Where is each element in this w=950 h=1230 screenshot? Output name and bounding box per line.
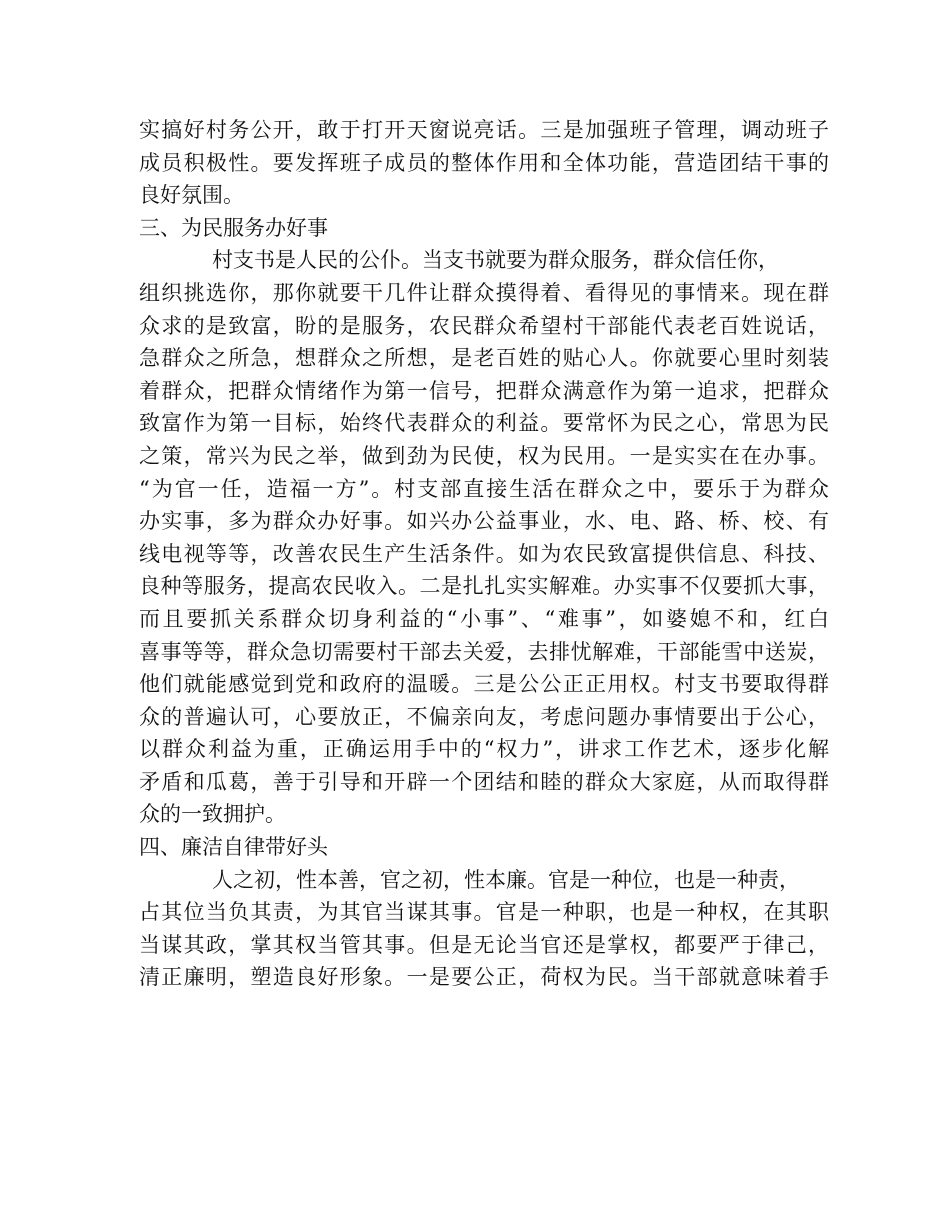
- paragraph-line: 清正廉明，塑造良好形象。一是要公正，荷权为民。当干部就意味着手: [139, 965, 829, 990]
- paragraph-line: 当谋其政，掌其权当管其事。但是无论当官还是掌权，都要严于律己，: [139, 932, 829, 957]
- paragraph-line: “为官一任，造福一方”。村支部直接生活在群众之中，要乐于为群众: [139, 476, 829, 501]
- paragraph-line: 急群众之所急，想群众之所想，是老百姓的贴心人。你就要心里时刻装: [139, 346, 829, 371]
- paragraph-line: 众的普遍认可，心要放正，不偏亲向友，考虑问题办事情要出于公心，: [139, 704, 829, 729]
- document-body: [139, 114, 829, 994]
- paragraph-line: 致富作为第一目标，始终代表群众的利益。要常怀为民之心，常思为民: [139, 411, 829, 436]
- paragraph-first-line: 村支书是人民的公仆。当支书就要为群众服务，群众信任你，: [212, 248, 779, 273]
- paragraph-line: 占其位当负其责，为其官当谋其事。官是一种职，也是一种权，在其职: [139, 900, 829, 925]
- paragraph-line: 众求的是致富，盼的是服务，农民群众希望村干部能代表老百姓说话，: [139, 313, 829, 338]
- paragraph-last-line: 良好氛围。: [139, 183, 244, 208]
- paragraph-line: 实搞好村务公开，敢于打开天窗说亮话。三是加强班子管理，调动班子: [139, 118, 829, 142]
- section-heading: 四、廉洁自律带好头: [139, 835, 328, 860]
- paragraph-line: 办实事，多为群众办好事。如兴办公益事业，水、电、路、桥、校、有: [139, 509, 829, 534]
- paragraph-line: 以群众利益为重，正确运用手中的“权力”，讲求工作艺术，逐步化解: [139, 737, 829, 762]
- paragraph-line: 矛盾和瓜葛，善于引导和开辟一个团结和睦的群众大家庭，从而取得群: [139, 769, 829, 794]
- paragraph-line: 成员积极性。要发挥班子成员的整体作用和全体功能，营造团结干事的: [139, 150, 829, 175]
- section-heading: 三、为民服务办好事: [139, 215, 328, 240]
- paragraph-last-line: 众的一致拥护。: [139, 802, 286, 827]
- paragraph-first-line: 人之初，性本善，官之初，性本廉。官是一种位，也是一种责，: [212, 867, 800, 892]
- paragraph-line: 线电视等等，改善农民生产生活条件。如为农民致富提供信息、科技、: [139, 541, 829, 566]
- paragraph-line: 之策，常兴为民之举，做到劲为民使，权为民用。一是实实在在办事。: [139, 443, 829, 468]
- paragraph-line: 他们就能感觉到党和政府的温暖。三是公公正正用权。村支书要取得群: [139, 672, 829, 697]
- paragraph-line: 着群众，把群众情绪作为第一信号，把群众满意作为第一追求，把群众: [139, 378, 829, 403]
- paragraph-line: 而且要抓关系群众切身利益的“小事”、“难事”，如婆媳不和，红白: [139, 606, 829, 631]
- paragraph-line: 良种等服务，提高农民收入。二是扎扎实实解难。办实事不仅要抓大事，: [139, 574, 829, 599]
- paragraph-line: 组织挑选你，那你就要干几件让群众摸得着、看得见的事情来。现在群: [139, 280, 829, 305]
- paragraph-line: 喜事等等，群众急切需要村干部去关爱，去排忧解难，干部能雪中送炭，: [139, 639, 829, 664]
